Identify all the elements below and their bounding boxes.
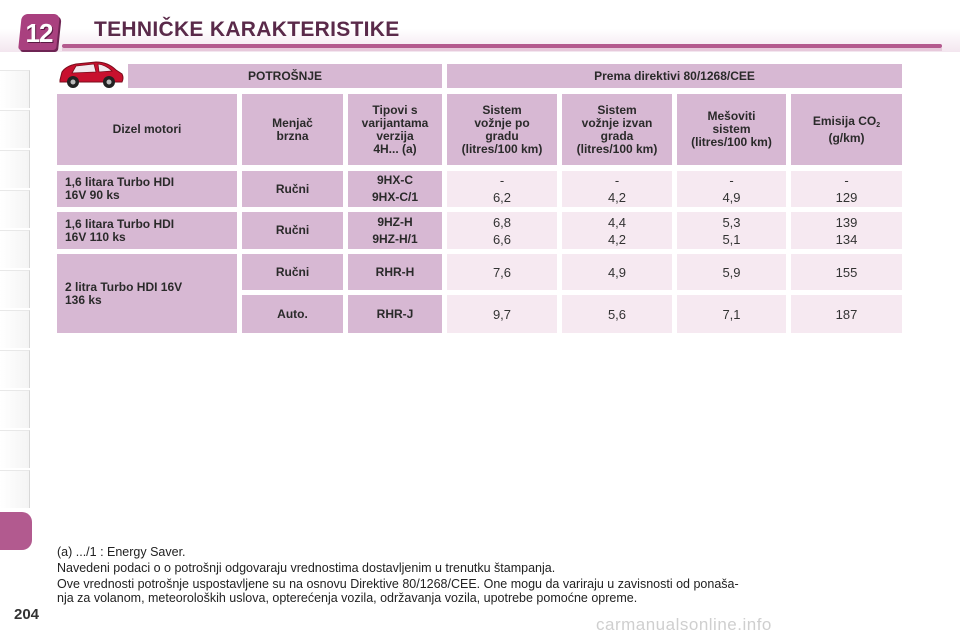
row-urban: 7,6 — [447, 254, 557, 290]
value: 134 — [835, 231, 858, 247]
co2-label-text: Emisija CO — [812, 113, 877, 128]
value: 4,4 — [607, 214, 627, 230]
group-header-directive: Prema direktivi 80/1268/CEE — [447, 64, 902, 88]
col-header-variants-line: varijantama — [361, 115, 429, 130]
col-header-extra-urban-line: (litres/100 km) — [576, 141, 658, 156]
col-header-extra-urban-line: Sistem — [597, 102, 637, 117]
variant-code: 9HX-C/1 — [371, 190, 418, 204]
footnote-data-source: Navedeni podaci o o potrošnji odgovaraju vrednostima dostavljenim u trenutku štampanja. — [57, 561, 556, 575]
col-header-mixed — [677, 94, 786, 165]
chapter-tab[interactable] — [0, 110, 30, 148]
group-header-consumption: POTROŠNJE — [128, 64, 442, 88]
row-variants: RHR-J — [348, 295, 442, 333]
row-extra-urban: 4,9 — [562, 254, 672, 290]
watermark: carmanualsonline.info — [596, 615, 772, 634]
col-header-urban-line: gradu — [485, 128, 519, 143]
value: 6,6 — [492, 231, 512, 247]
footnote-directive: Ove vrednosti potrošnje uspostavljene su na osnovu Direktive 80/1268/CEE. One mogu da variraju u zavisnosti od ponaša- — [57, 577, 739, 591]
chapter-tab[interactable] — [0, 150, 30, 188]
value: 5,1 — [722, 231, 741, 247]
row-co2: 187 — [791, 295, 902, 333]
engine-line: 2 litra Turbo HDI 16V — [65, 279, 183, 294]
row-mixed — [677, 212, 786, 249]
col-header-variants-line: 4H... (a) — [373, 141, 417, 156]
value: 6,8 — [492, 214, 512, 230]
engine-line: 16V 110 ks — [65, 229, 126, 244]
value: 5,3 — [722, 214, 741, 230]
row-variants: RHR-H — [348, 254, 442, 290]
row-variants — [348, 171, 442, 207]
co2-subscript: 2 — [876, 121, 881, 129]
row-co2 — [791, 212, 902, 249]
col-header-engine: Dizel motori — [57, 94, 237, 165]
title-underline-shadow — [62, 48, 942, 51]
col-header-gearbox — [242, 94, 343, 165]
engine-line: 136 ks — [65, 292, 102, 307]
row-extra-urban — [562, 171, 672, 207]
chapter-tab[interactable] — [0, 70, 30, 108]
row-mixed: 5,9 — [677, 254, 786, 290]
row-urban — [447, 212, 557, 249]
value: - — [614, 173, 620, 188]
footnote-directive-cont: nja za volanom, meteoroloških uslova, opterećenja vozila, održavanja vozila, upotrebe pomoćne opreme. — [57, 591, 638, 605]
engine-line: 1,6 litara Turbo HDI — [65, 175, 175, 189]
footnotes — [57, 545, 917, 607]
page-number: 204 — [14, 606, 40, 623]
row-gearbox: Ručni — [242, 254, 343, 290]
value: - — [729, 173, 734, 188]
chapter-tab[interactable] — [0, 350, 30, 388]
col-header-variants-line: Tipovi s — [372, 102, 418, 117]
row-urban: 9,7 — [447, 295, 557, 333]
row-gearbox: Ručni — [242, 212, 343, 249]
col-header-mixed-line: (litres/100 km) — [691, 135, 772, 149]
col-header-urban — [447, 94, 557, 165]
value: 4,9 — [722, 190, 741, 205]
col-header-extra-urban-line: grada — [600, 128, 634, 143]
col-header-mixed-line: sistem — [712, 122, 751, 136]
variant-code: 9HX-C — [376, 173, 413, 187]
value: - — [844, 173, 849, 188]
row-urban — [447, 171, 557, 207]
row-extra-urban — [562, 212, 672, 249]
col-header-co2-unit: (g/km) — [828, 130, 865, 145]
chapter-tab[interactable] — [0, 470, 30, 508]
value: - — [499, 173, 505, 188]
chapter-tab[interactable] — [0, 430, 30, 468]
value: 139 — [835, 214, 858, 230]
value: 6,2 — [492, 190, 512, 205]
value: 4,2 — [607, 231, 627, 247]
value: 4,2 — [607, 190, 627, 205]
col-header-gearbox-line: brzna — [276, 128, 309, 143]
car-icon — [56, 56, 126, 92]
chapter-tab-active[interactable] — [0, 512, 32, 550]
variant-code: 9HZ-H/1 — [372, 231, 418, 246]
row-engine — [57, 171, 237, 207]
page-title: TEHNIČKE KARAKTERISTIKE — [94, 18, 400, 41]
row-mixed — [677, 171, 786, 207]
row-extra-urban: 5,6 — [562, 295, 672, 333]
chapter-tab[interactable] — [0, 230, 30, 268]
row-engine — [57, 254, 237, 333]
col-header-urban-line: Sistem — [482, 102, 522, 117]
col-header-variants — [348, 94, 442, 165]
col-header-mixed-line: Mešoviti — [707, 109, 756, 123]
chapter-tabs — [0, 60, 34, 620]
row-mixed: 7,1 — [677, 295, 786, 333]
value: 129 — [835, 190, 858, 205]
col-header-extra-urban — [562, 94, 672, 165]
col-header-co2-label — [813, 115, 880, 132]
row-variants — [348, 212, 442, 249]
chapter-tab[interactable] — [0, 310, 30, 348]
col-header-co2 — [791, 94, 902, 165]
chapter-number: 12 — [25, 18, 53, 48]
col-header-gearbox-line: Menjač — [272, 115, 313, 130]
chapter-tab[interactable] — [0, 190, 30, 228]
col-header-urban-line: vožnje po — [474, 115, 530, 130]
col-header-urban-line: (litres/100 km) — [461, 141, 543, 156]
row-co2 — [791, 171, 902, 207]
row-engine — [57, 212, 237, 249]
row-co2: 155 — [791, 254, 902, 290]
col-header-extra-urban-line: vožnje izvan — [581, 115, 653, 130]
footnote-variant: (a) .../1 : Energy Saver. — [57, 545, 186, 559]
row-gearbox: Auto. — [242, 295, 343, 333]
col-header-variants-line: verzija — [376, 128, 414, 143]
chapter-tab[interactable] — [0, 390, 30, 428]
title-underline — [62, 44, 942, 48]
chapter-tab[interactable] — [0, 270, 30, 308]
row-gearbox: Ručni — [242, 171, 343, 207]
variant-code: 9HZ-H — [377, 214, 413, 229]
engine-line: 1,6 litara Turbo HDI — [65, 216, 175, 231]
engine-line: 16V 90 ks — [65, 188, 120, 202]
